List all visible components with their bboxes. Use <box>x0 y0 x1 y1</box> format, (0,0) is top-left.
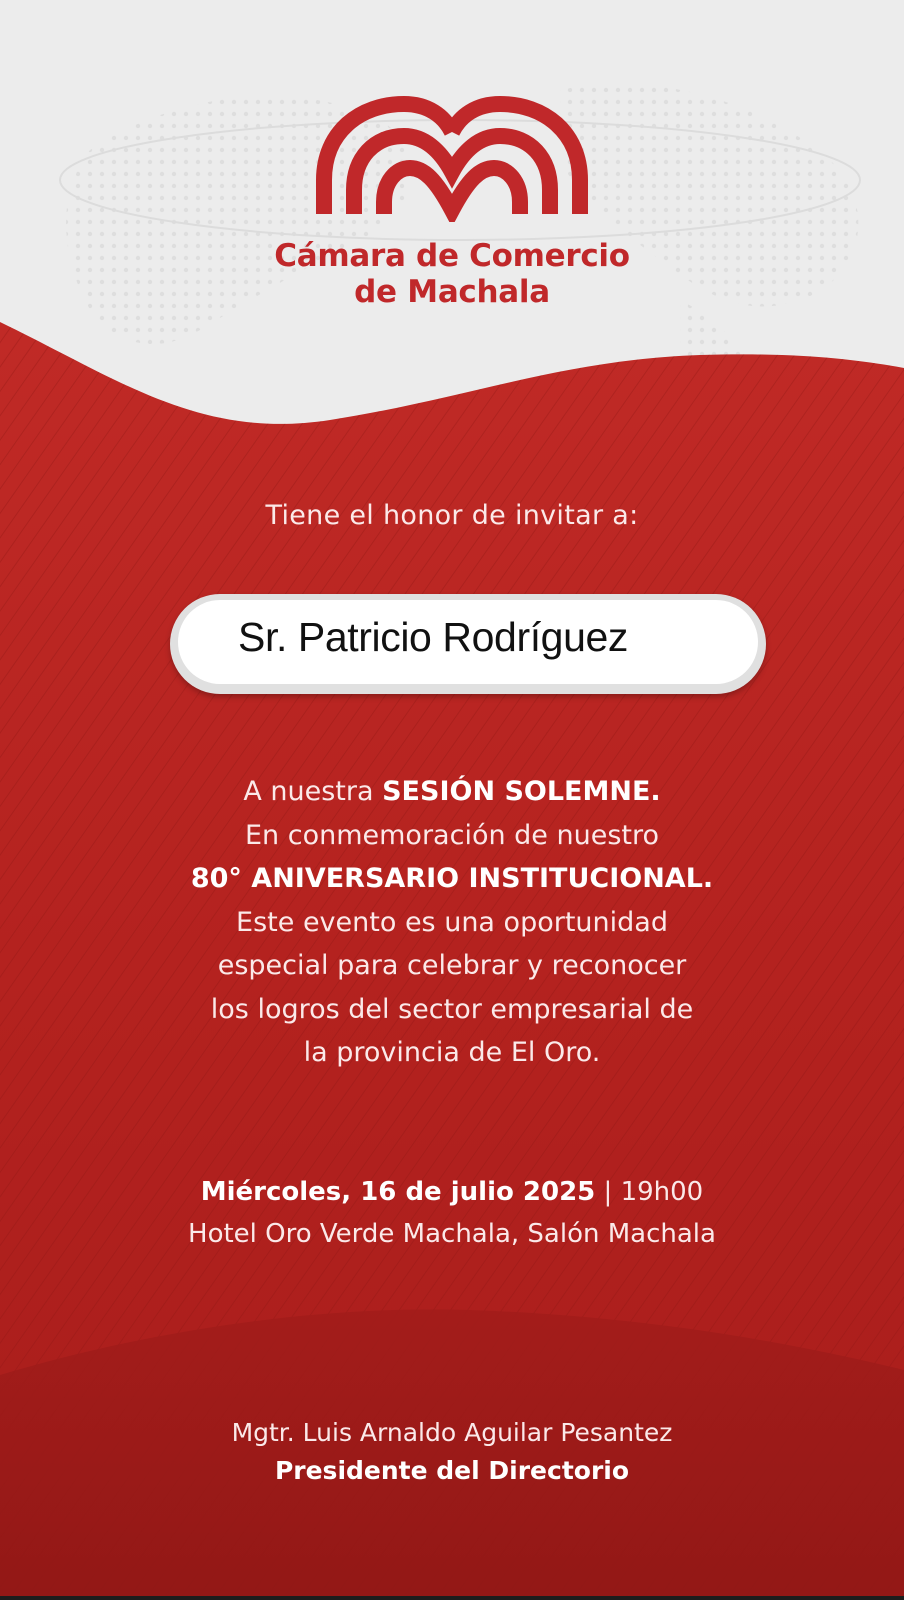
organization-name-line1: Cámara de Comercio <box>274 238 630 274</box>
event-separator: | <box>595 1177 621 1207</box>
body-line-2: En conmemoración de nuestro <box>244 819 660 851</box>
guest-name-field <box>170 594 766 694</box>
body-line-1-prefix: A nuestra <box>243 776 383 807</box>
body-line-4: Este evento es una oportunidad <box>236 906 668 938</box>
body-line-5: especial para celebrar y reconocer <box>217 950 687 981</box>
guest-name: Sr. Patricio Rodríguez <box>238 614 628 660</box>
event-time: 19h00 <box>620 1177 704 1207</box>
invitation-body <box>100 770 804 1075</box>
event-info <box>0 1171 904 1255</box>
anniversary-title <box>100 857 804 901</box>
bottom-edge <box>0 1596 904 1600</box>
body-line-1 <box>100 770 804 814</box>
event-date: Miércoles, 16 de julio 2025 <box>200 1177 596 1207</box>
body-line-7: la provincia de El Oro. <box>303 1037 601 1068</box>
session-title: SESIÓN SOLEMNE. <box>382 776 661 807</box>
organization-name-line2: de Machala <box>354 274 550 310</box>
organization-name <box>0 238 904 310</box>
arched-m-logo-icon <box>312 92 592 222</box>
signatory-title: Presidente del Directorio <box>274 1456 630 1485</box>
invitation-intro: Tiene el honor de invitar a: <box>265 500 639 531</box>
event-venue: Hotel Oro Verde Machala, Salón Machala <box>188 1219 716 1249</box>
body-line-6: los logros del sector empresarial de <box>210 993 694 1025</box>
anniversary-title-text: 80° ANIVERSARIO INSTITUCIONAL. <box>190 863 714 894</box>
guest-name-field-inner <box>178 600 758 684</box>
signature-block <box>0 1414 904 1490</box>
event-datetime <box>0 1171 904 1213</box>
signatory-name: Mgtr. Luis Arnaldo Aguilar Pesantez <box>231 1418 673 1447</box>
